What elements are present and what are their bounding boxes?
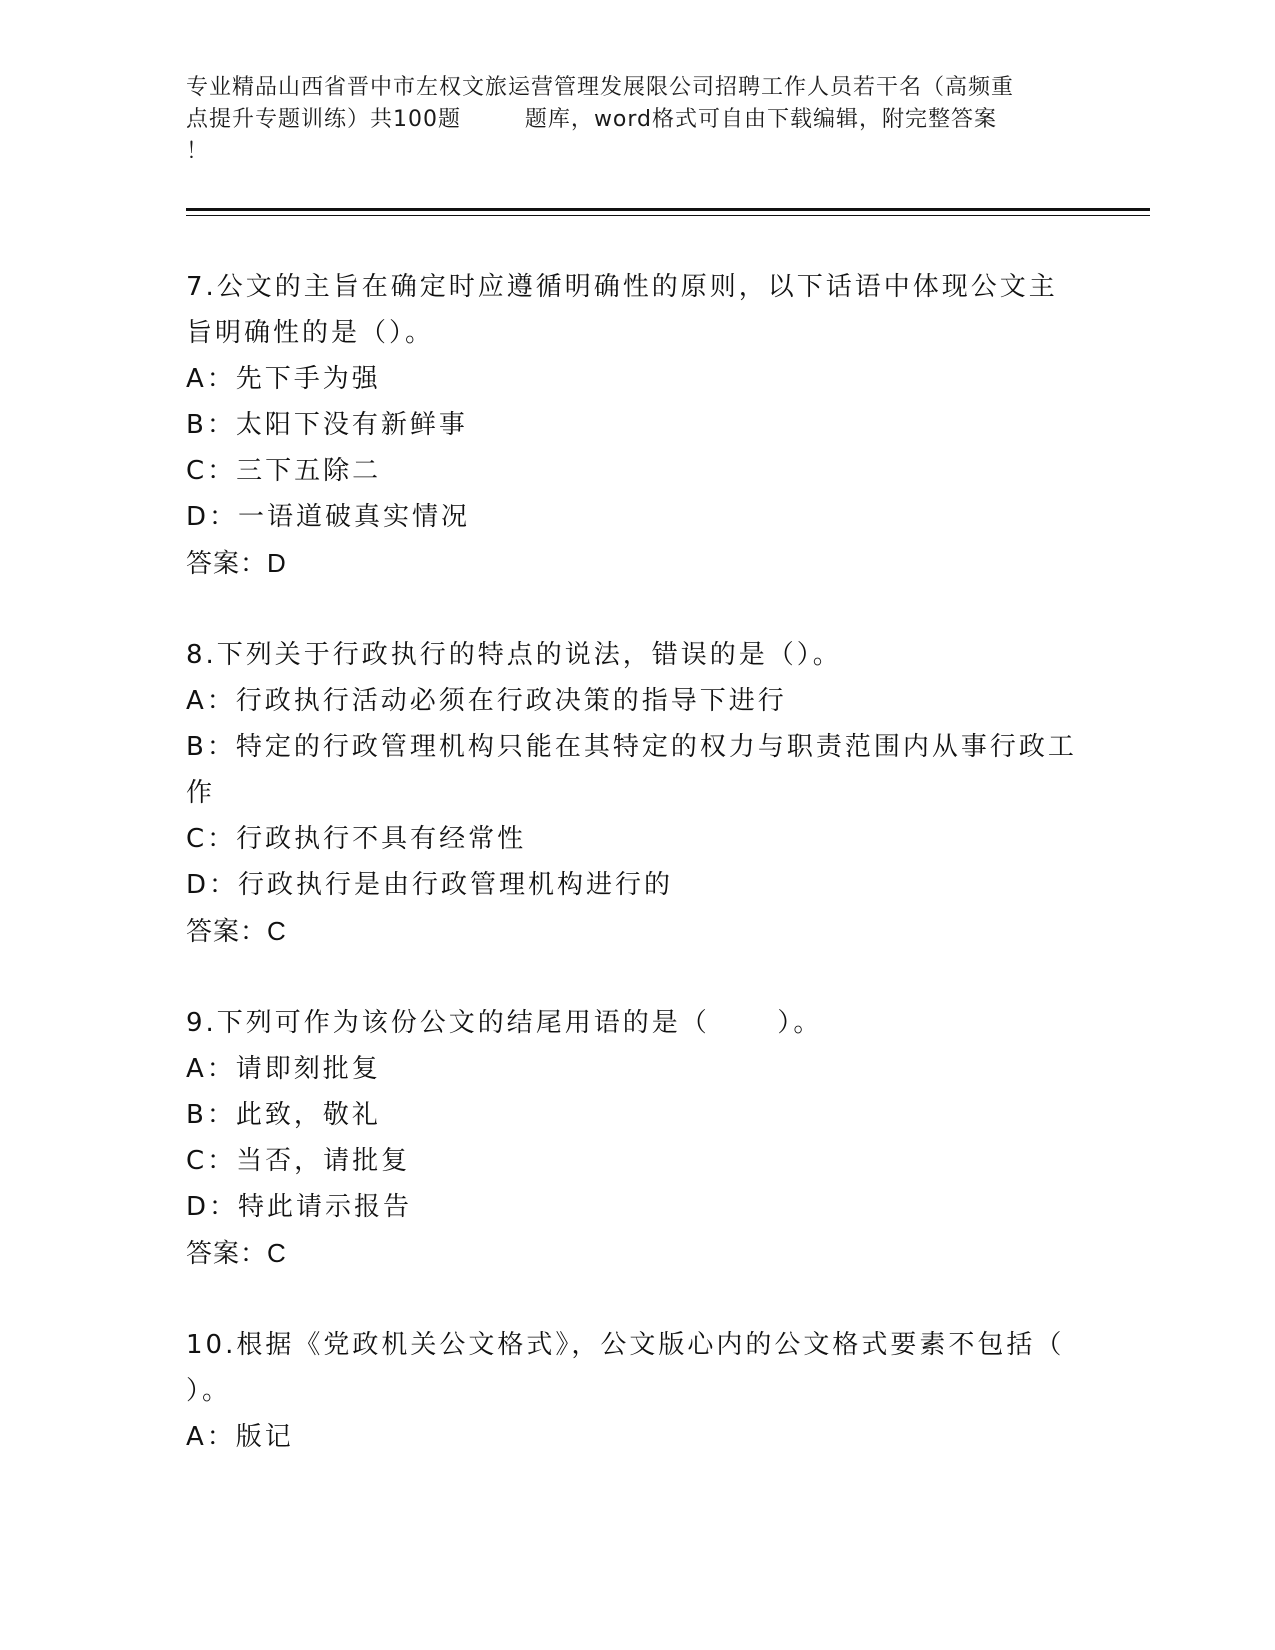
document-header bbox=[186, 72, 1086, 168]
spacer bbox=[186, 954, 1086, 1000]
question-text: 旨明确性的是（）。 bbox=[186, 318, 435, 348]
option-c: C：三下五除二 bbox=[186, 456, 382, 486]
header-line: ！ bbox=[186, 139, 210, 164]
header-line: 专业精品山西省晋中市左权文旅运营管理发展限公司招聘工作人员若干名（高频重 bbox=[186, 75, 1015, 100]
header-divider-thick bbox=[186, 208, 1150, 211]
question-9 bbox=[186, 1000, 1086, 1276]
header-divider-thin bbox=[186, 215, 1150, 216]
option-a: A：先下手为强 bbox=[186, 364, 381, 394]
question-text: 8.下列关于行政执行的特点的说法，错误的是（）。 bbox=[186, 640, 842, 670]
question-8 bbox=[186, 632, 1086, 954]
option-a: A：行政执行活动必须在行政决策的指导下进行 bbox=[186, 686, 787, 716]
option-d: D：特此请示报告 bbox=[186, 1192, 413, 1222]
question-list bbox=[186, 264, 1086, 1460]
option-b: B：此致，敬礼 bbox=[186, 1100, 381, 1130]
answer: 答案：C bbox=[186, 1238, 287, 1268]
question-text: 7.公文的主旨在确定时应遵循明确性的原则，以下话语中体现公文主 bbox=[186, 272, 1058, 302]
option-a: A：版记 bbox=[186, 1422, 294, 1452]
option-b: B：太阳下没有新鲜事 bbox=[186, 410, 468, 440]
option-b-continued: 作 bbox=[186, 778, 216, 808]
header-line: 点提升专题训练）共100题 题库，word格式可自由下载编辑，附完整答案 bbox=[186, 107, 998, 132]
question-text: 10.根据《党政机关公文格式》，公文版心内的公文格式要素不包括（ bbox=[186, 1330, 1065, 1360]
option-c: C：行政执行不具有经常性 bbox=[186, 824, 527, 854]
spacer bbox=[186, 586, 1086, 632]
option-b: B：特定的行政管理机构只能在其特定的权力与职责范围内从事行政工 bbox=[186, 732, 1077, 762]
answer: 答案：D bbox=[186, 548, 287, 578]
option-d: D：行政执行是由行政管理机构进行的 bbox=[186, 870, 674, 900]
option-d: D：一语道破真实情况 bbox=[186, 502, 471, 532]
option-a: A：请即刻批复 bbox=[186, 1054, 381, 1084]
answer: 答案：C bbox=[186, 916, 287, 946]
question-text: ）。 bbox=[186, 1376, 232, 1406]
question-7 bbox=[186, 264, 1086, 586]
question-text: 9.下列可作为该份公文的结尾用语的是（ ）。 bbox=[186, 1008, 823, 1038]
option-c: C：当否，请批复 bbox=[186, 1146, 411, 1176]
question-10 bbox=[186, 1322, 1086, 1460]
spacer bbox=[186, 1276, 1086, 1322]
